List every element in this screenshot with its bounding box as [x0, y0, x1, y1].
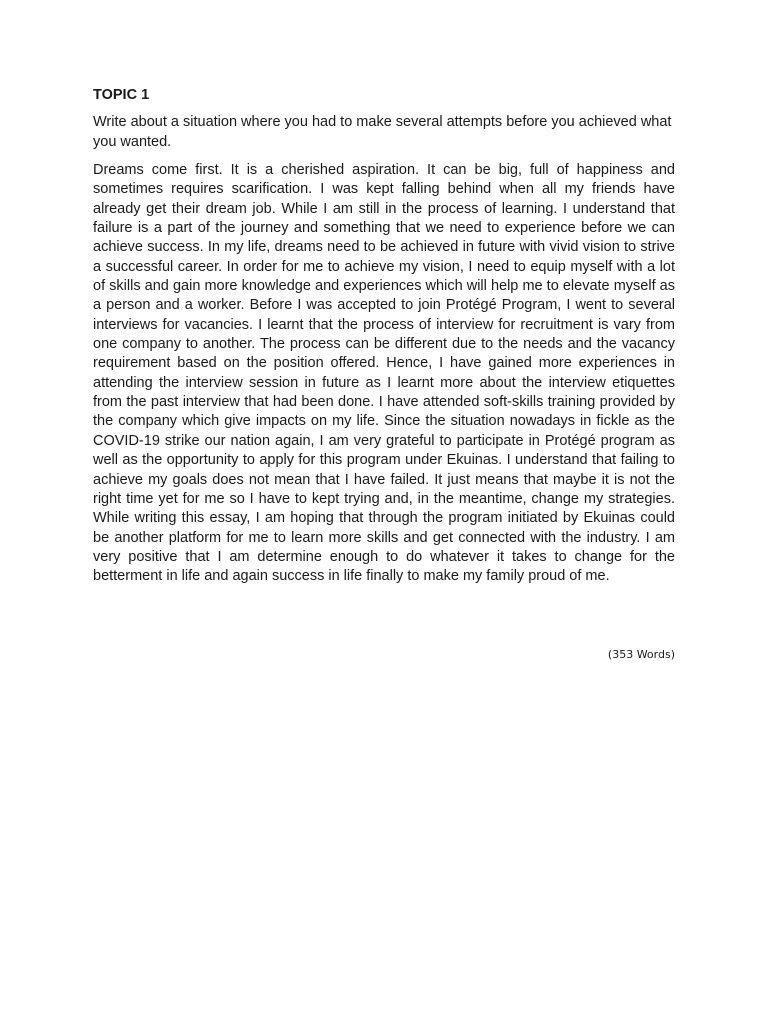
word-count: (353 Words) — [607, 648, 675, 661]
essay-text: Dreams come first. It is a cherished aspiration. It can be big, full of happiness and sometimes requires scarification. I was kept falling behind when all my friends have already get their dream job. While I am still in the process of learning. I understand that failure is a part of the journey and something that we need to experience before we can achieve success. In my life, dreams need to be achieved in future with vivid vision to strive a successful career. In order for me to achieve my vision, I need to equip myself with a lot of skills and gain more knowledge and experiences which will help me to elevate myself as a person and a worker. Before I was accepted to join Protégé Program, I went to several interviews for vacancies. I learnt that the process of interview for recruitment is vary from one company to another. The process can be different due to the needs and the vacancy requirement based on the position offered. Hence, I have gained more experiences in attending the interview session in future as I learnt more about the interview etiquettes from the past interview that had been done. I have attended soft-skills training provided by the company which give impacts on my life. Since the situation nowadays in fickle as the COVID-19 strike our nation again, I am very grateful to participate in Protégé program as well as the opportunity to apply for this program under Ekuinas. I understand that failing to achieve my goals does not mean that I have failed. It just means that maybe it is not the right time yet for me so I have to kept trying and, in the meantime, change my strategies. While writing this essay, I am hoping that through the program initiated by Ekuinas could be another platform for me to learn more skills and get connected with the industry. I am very positive that I am determine enough to do whatever it takes to change for the betterment in life and again success in life finally to make my family proud of me. — [93, 162, 675, 585]
essay-prompt: Write about a situation where you had to make several attempts before you achieved what you wanted. — [93, 114, 672, 150]
topic-heading: TOPIC 1 — [93, 87, 150, 103]
document-body — [93, 86, 675, 587]
